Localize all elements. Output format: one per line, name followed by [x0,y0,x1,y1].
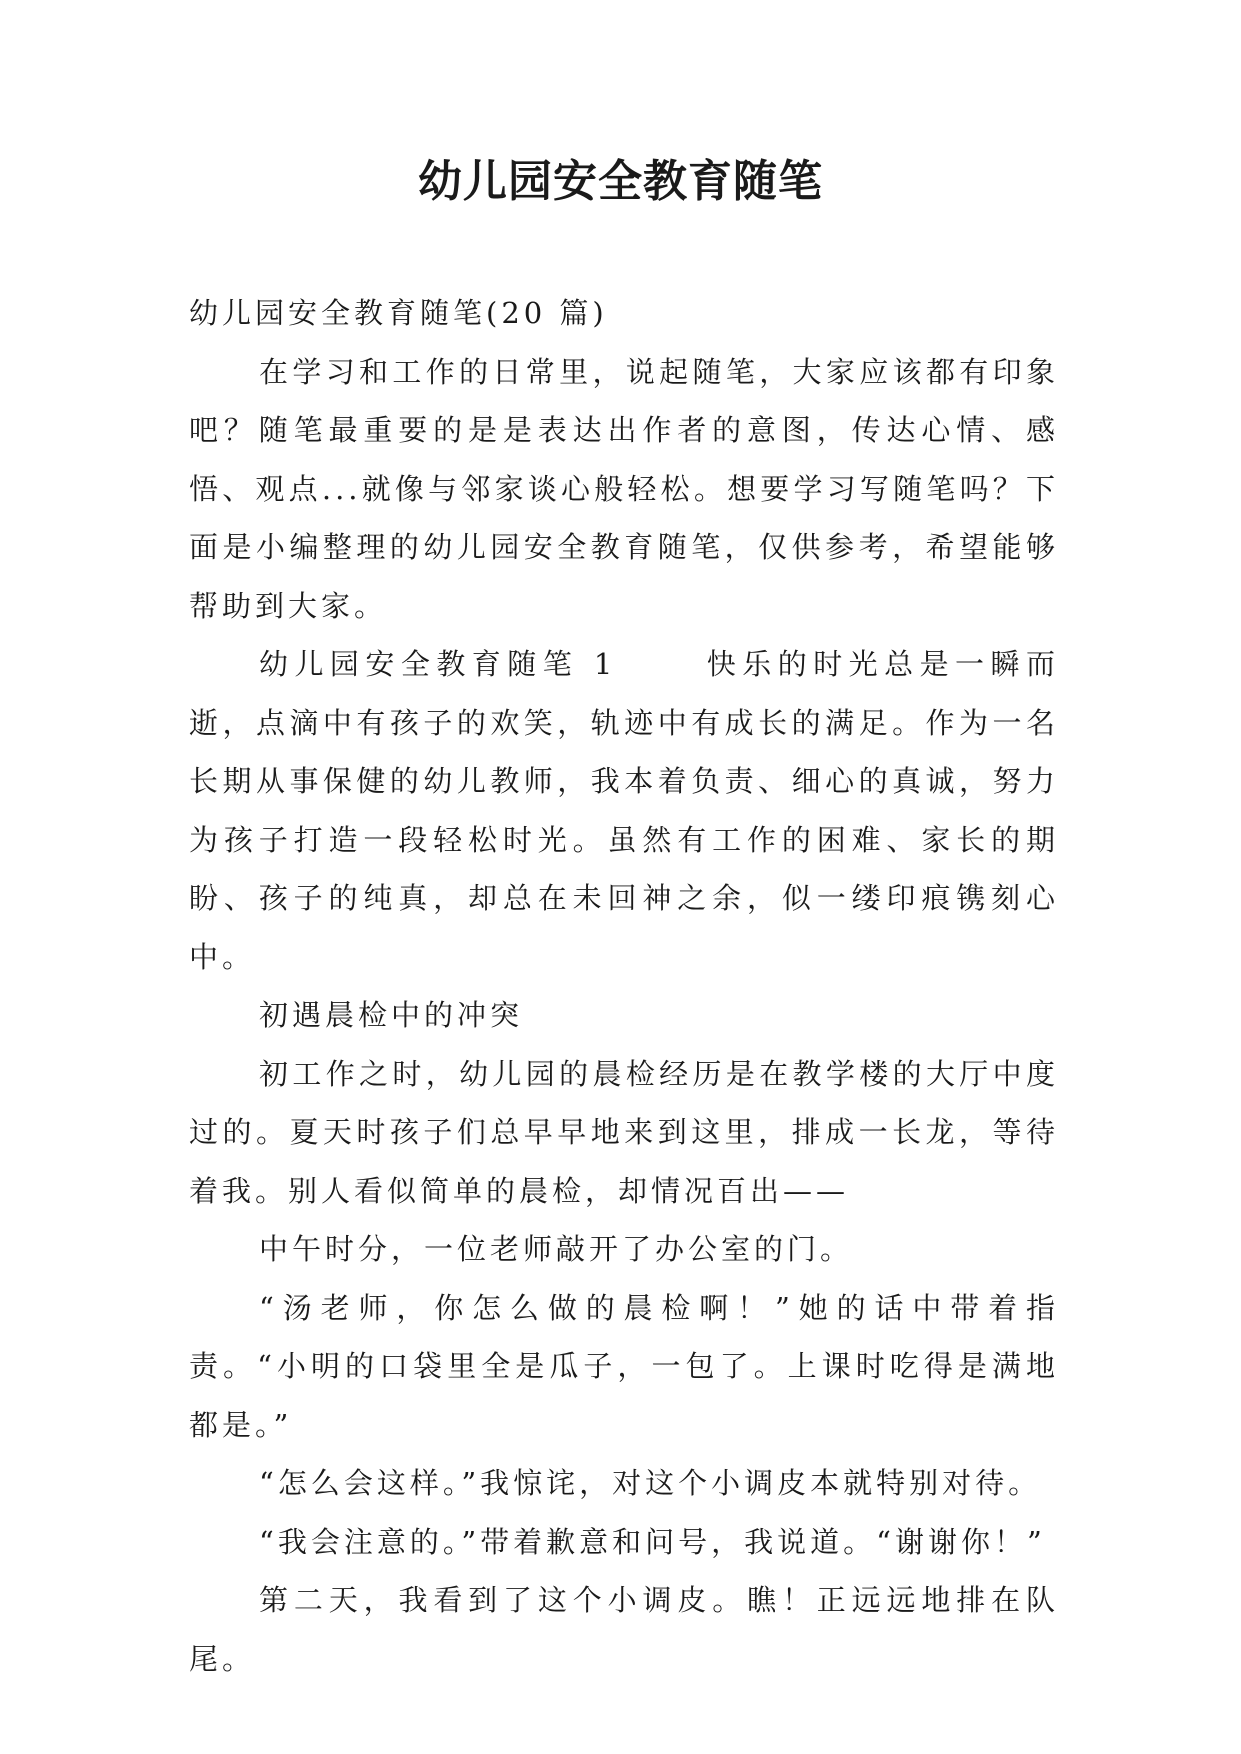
section-heading: 初遇晨检中的冲突 [259,998,524,1032]
essay-1-heading: 幼儿园安全教育随笔 1 [259,647,617,681]
body-paragraph: 初工作之时，幼儿园的晨检经历是在教学楼的大厅中度过的。夏天时孩子们总早早地来到这里，排成一长龙，等待着我。别人看似简单的晨检，却情况百出—— [189,1056,1059,1208]
document-title: 幼儿园安全教育随笔 [418,156,823,207]
body-paragraph: 中午时分，一位老师敲开了办公室的门。 [259,1232,854,1266]
intro-paragraph: 在学习和工作的日常里，说起随笔，大家应该都有印象吧？随笔最重要的是是表达出作者的意图，传达心情、感悟、观点...就像与邻家谈心般轻松。想要学习写随笔吗？下面是小编整理的幼儿园安全教育随笔，仅供参考，希望能够帮助到大家。 [189,354,1059,623]
dialogue-paragraph: “怎么会这样。”我惊诧，对这个小调皮本就特别对待。 [259,1466,1042,1500]
essay-1-paragraph [189,635,1059,986]
document-body [189,284,1059,1688]
dialogue-paragraph: “汤老师，你怎么做的晨检啊！”她的话中带着指责。“小明的口袋里全是瓜子，一包了。上课时吃得是满地都是。” [189,1290,1059,1442]
body-paragraph: 第二天，我看到了这个小调皮。瞧！正远远地排在队尾。 [189,1583,1059,1676]
subtitle-paragraph: 幼儿园安全教育随笔(20 篇) [189,296,608,330]
dialogue-paragraph: “我会注意的。”带着歉意和问号，我说道。“谢谢你！” [259,1524,1046,1559]
essay-1-text: 快乐的时光总是一瞬而逝，点滴中有孩子的欢笑，轨迹中有成长的满足。作为一名长期从事保健的幼儿教师，我本着负责、细心的真诚，努力为孩子打造一段轻松时光。虽然有工作的困难、家长的期盼、孩子的纯真，却总在未回神之余，似一缕印痕镌刻心中。 [189,647,1059,974]
